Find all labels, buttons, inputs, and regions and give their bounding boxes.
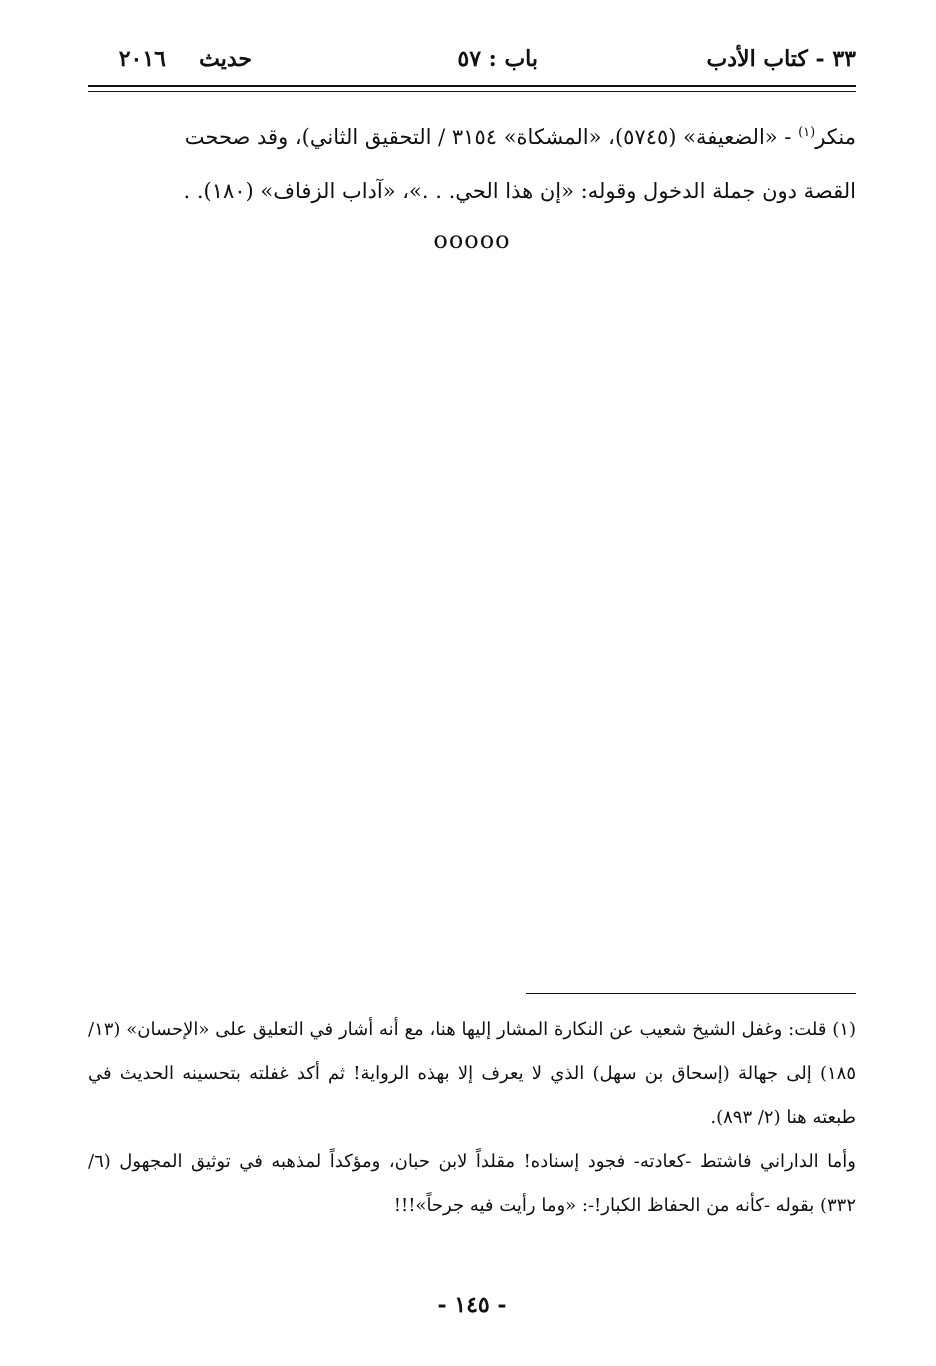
running-header bbox=[88, 42, 856, 82]
footnote-reference: (١) bbox=[798, 125, 816, 140]
main-line-1 bbox=[88, 110, 856, 164]
chapter-title: ٣٣ - كتاب الأدب bbox=[706, 46, 856, 72]
section-number: باب : ٥٧ bbox=[457, 46, 538, 72]
hadith-number: ٢٠١٦ bbox=[118, 46, 166, 72]
footnote-1: (١) قلت: وغفل الشيخ شعيب عن النكارة المشار إليها هنا، مع أنه أشار في التعليق على «الإحسان» (١٣/ ١٨٥) إلى جهالة (إسحاق بن سهل) الذي لا يعرف إلا بهذه الرواية! ثم أكد غفلته بتحسينه الحديث في طبعته هنا (٢/ ٨٩٣). bbox=[88, 1019, 856, 1128]
footnote-1-continuation: وأما الداراني فاشتط -كعادته- فجود إسناده! مقلداً لابن حبان، ومؤكداً لمذهبه في توثيق المجهول (٦/ ٣٣٢) بقوله -كأنه من الحفاظ الكبار!-: «وما رأيت فيه جرحاً»!!! bbox=[88, 1151, 856, 1216]
main-text bbox=[88, 110, 856, 218]
footnote-separator bbox=[526, 993, 856, 994]
section-ornament: ooooo bbox=[433, 226, 511, 254]
footnotes bbox=[88, 1008, 856, 1228]
main-line-1-start: منكر bbox=[815, 125, 856, 149]
hadith-label: حديث bbox=[199, 46, 252, 72]
page-number: - ١٤٥ - bbox=[437, 1292, 507, 1318]
main-line-1-rest: - «الضعيفة» (٥٧٤٥)، «المشكاة» ٣١٥٤ / التحقيق الثاني)، وقد صححت bbox=[184, 125, 799, 149]
header-rule-thin bbox=[88, 91, 856, 92]
header-rule-thick bbox=[88, 85, 856, 87]
main-line-2: القصة دون جملة الدخول وقوله: «إن هذا الحي. . .»، «آداب الزفاف» (١٨٠). . bbox=[183, 179, 856, 203]
